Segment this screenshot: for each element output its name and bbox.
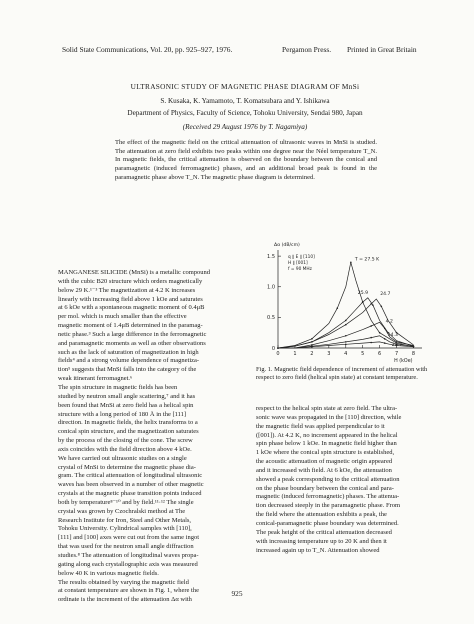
text-line: ([001]). At 4.2 K, no increment appeared in the helical: [256, 431, 398, 439]
text-line: waves has been observed in a number of other magnetic: [58, 481, 204, 489]
text-line: The peak height of the critical attenuation decreased: [256, 528, 392, 536]
x-tick-label: 3: [327, 351, 331, 357]
legend-entry: q ∥ E ∥ [110]: [288, 255, 315, 260]
curve-label: 4.2: [385, 319, 393, 325]
text-line: MANGANESE SILICIDE (MnSi) is a metallic compound: [58, 269, 211, 276]
text-line: direction. In magnetic fields, the helix transforms to a: [58, 419, 198, 427]
text-line: per mol. which is much smaller than the effective: [58, 313, 187, 321]
data-point: [384, 338, 386, 340]
publisher: Pergamon Press.: [282, 45, 332, 54]
text-line: with increasing temperature up to 20 K and then it: [256, 537, 387, 545]
data-point: [345, 335, 347, 337]
x-tick-label: 1: [293, 351, 297, 357]
text-line: [111] and [100] axes were cut out from the same ingot: [58, 534, 200, 542]
text-line: fields⁴ and a strong volume dependence of magnetiza-: [58, 357, 200, 365]
text-line: the magnetic field was applied perpendicular to it: [256, 422, 385, 430]
text-line: ordinate is the increment of the attenuation Δα with: [58, 596, 192, 604]
data-point: [345, 320, 347, 322]
data-point: [311, 341, 313, 343]
text-line: such as the lack of saturation of magnetization in high: [58, 348, 199, 356]
data-point: [277, 347, 279, 349]
text-line: studied by neutron small angle scattering,⁷ and it has: [58, 392, 196, 400]
text-line: and paramagnetic moments as well as other observations: [58, 339, 206, 347]
text-line: Research Institute for Iron, Steel and Other Metals,: [58, 516, 192, 524]
x-tick-label: 0: [276, 351, 280, 357]
text-line: below 29 K.¹⁻³ The magnetization at 4.2 K increases: [58, 286, 196, 294]
data-point: [372, 304, 374, 306]
data-point: [370, 337, 372, 339]
figure-1-chart: [256, 238, 428, 366]
text-line: tion decreased steeply in the paramagnetic phase. From: [256, 502, 401, 510]
text-line: linearly with increasing field above 1 kOe and saturates: [58, 295, 203, 303]
journal-citation: Solid State Communications, Vol. 20, pp. 925–927, 1976.: [62, 45, 233, 54]
y-tick-label: 1.5: [267, 253, 275, 260]
data-point: [311, 338, 313, 340]
x-tick-label: 7: [394, 351, 399, 357]
right-column-text: [256, 405, 426, 555]
text-line: with the cubic B20 structure which orders magnetically: [58, 277, 203, 285]
text-line: structure with a long period of 180 Å in the [111]: [58, 410, 187, 418]
x-tick-label: 8: [411, 351, 416, 357]
data-point: [362, 301, 364, 303]
text-line: below 40 K in various magnetic fields.: [58, 569, 159, 577]
printed-in: Printed in Great Britain: [347, 45, 417, 54]
text-line: respect to the helical spin state at zero field. The ultra-: [256, 405, 398, 412]
text-line: at constant temperature are shown in Fig. 1, where the: [58, 587, 199, 595]
curve-label: 20.7: [391, 342, 402, 348]
text-line: at 6 kOe with a spontaneous magnetic moment of 0.4μB: [58, 304, 205, 312]
text-line: gram. The critical attenuation of longitudinal ultrasonic: [58, 472, 203, 480]
text-line: magnetic moment of 1.4μB determined in the paramag-: [58, 322, 203, 330]
text-line: studies.⁸ The attenuation of longitudinal waves propa-: [58, 552, 199, 559]
data-point: [370, 325, 372, 327]
data-point: [345, 324, 347, 326]
legend-entry: f = 90 MHz: [288, 267, 312, 272]
text-line: crystals at the magnetic phase transition points induced: [58, 490, 202, 498]
text-line: spin phase below 1 kOe. In magnetic field higher than: [256, 440, 397, 448]
curve-label: 25.9: [357, 290, 369, 296]
text-line: netic phase.³ Such a large difference in the ferromagnetic: [58, 330, 207, 338]
article-title: ULTRASONIC STUDY OF MAGNETIC PHASE DIAGRAM OF MnSi: [130, 82, 360, 91]
x-tick-label: 2: [310, 351, 314, 357]
abstract: The effect of the magnetic field on the critical attenuation of ultrasonic waves in MnSi is studied. The attenuation at zero field exhibits two peaks within one degree near the Néel temperature T_N. In magnetic fields, the critical attenuation is observed on the boundary between the conical and paramagnetic (induced ferromagnetic) phases, and an additional broad peak is found in the paramagnetic phase above T_N. The magnetic phase diagram is determined.: [115, 139, 377, 181]
left-column-text: [58, 269, 246, 605]
affiliation: Department of Physics, Faculty of Science, Tohoku University, Sendai 980, Japan: [127, 109, 363, 117]
text-line: that was used for the neutron small angle diffraction: [58, 543, 194, 551]
text-line: crystal was grown by Czochralski method at The: [58, 507, 186, 515]
curve-label: 14.3: [387, 332, 398, 338]
text-line: crystal of MnSi to determine the magnetic phase dia-: [58, 463, 196, 471]
data-point: [345, 344, 347, 346]
data-point: [370, 303, 372, 305]
data-point: [336, 307, 338, 309]
series-line: [278, 298, 414, 348]
page-number: 925: [231, 589, 243, 598]
text-line: been found that MnSi at zero field has a helical spin: [58, 401, 194, 409]
text-line: axis coincides with the field direction above 4 kOe.: [58, 445, 192, 453]
text-line: and it increased with field. At 6 kOe, the attenuation: [256, 466, 392, 474]
x-tick-label: 5: [361, 351, 365, 357]
y-axis-label: Δα (dB/cm): [274, 243, 300, 248]
text-line: magnetic (induced ferromagnetic) phases. The attenua-: [256, 493, 400, 501]
data-point: [381, 306, 383, 308]
curve-label: 24.7: [380, 292, 391, 297]
data-point: [311, 346, 313, 348]
y-tick-label: 0: [271, 345, 275, 352]
x-tick-label: 6: [378, 351, 382, 357]
text-line: conical spin structure, and the magnetization saturates: [58, 428, 199, 436]
text-line: on the phase boundary between the conical and para-: [256, 484, 394, 492]
received-date: (Received 29 August 1976 by T. Nagamiya): [182, 123, 308, 131]
data-point: [379, 332, 381, 334]
y-tick-label: 1.0: [267, 284, 275, 291]
legend-entry: H ∥ [001]: [288, 261, 308, 266]
text-line: The spin structure in magnetic fields has been: [58, 383, 178, 391]
data-point: [345, 341, 347, 343]
authors: S. Kusaka, K. Yamamoto, T. Komatsubara and Y. Ishikawa: [160, 97, 330, 105]
data-point: [350, 261, 352, 263]
text-line: weak itinerant ferromagnet.⁶: [58, 375, 133, 383]
text-line: showed a peak corresponding to the critical attenuation: [256, 475, 400, 483]
y-tick-label: 0.5: [267, 315, 275, 322]
curve-label: T = 27.5 K: [354, 257, 380, 263]
text-line: the acoustic attenuation of magnetic origin appeared: [256, 458, 393, 466]
data-point: [370, 342, 372, 344]
data-point: [384, 342, 386, 344]
text-line: the field where the attenuation exhibits a peak, the: [256, 511, 387, 519]
text-line: increased again up to T_N. Attenuation showed: [256, 546, 380, 554]
text-line: both by temperature⁸⁻¹⁰ and by field.¹¹·¹² The single: [58, 498, 194, 506]
text-line: tion⁵ suggests that MnSi falls into the category of the: [58, 366, 197, 374]
x-tick-label: 4: [344, 351, 348, 357]
text-line: by the process of the closing of the cone. The screw: [58, 437, 193, 445]
text-line: Tohoku University. Cylindrical samples with [110],: [58, 525, 192, 533]
figure-caption: Fig. 1. Magnetic field dependence of increment of attenuation with respect to zero field (helical spin state) at constant temperature.: [256, 366, 428, 381]
text-line: conical-paramagnetic phase boundary was determined.: [256, 519, 399, 527]
text-line: sonic wave was propagated in the [110] direction, while: [256, 413, 402, 421]
x-axis-label: H (kOe): [394, 359, 413, 364]
text-line: gating along each crystallographic axis was measured: [58, 560, 198, 568]
text-line: We have carried out ultrasonic studies on a single: [58, 454, 187, 462]
data-point: [384, 328, 386, 330]
text-line: 1 kOe where the conical spin structure is established,: [256, 449, 395, 457]
text-line: The results obtained by varying the magnetic field: [58, 578, 189, 586]
